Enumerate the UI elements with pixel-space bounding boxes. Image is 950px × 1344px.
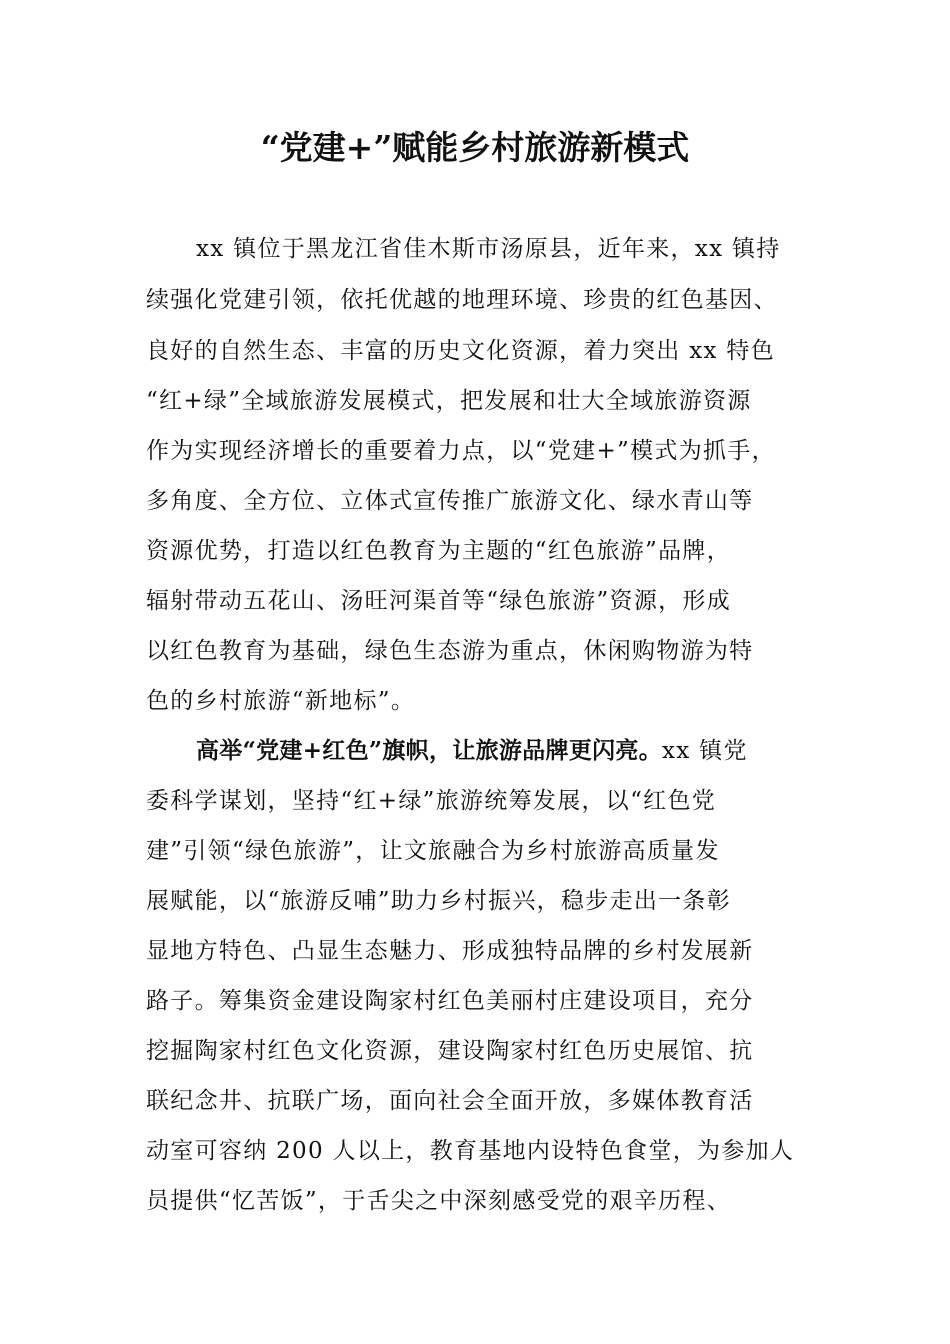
paragraph2-line-7: 挖掘陶家村红色文化资源，建设陶家村红色历史展馆、抗 — [146, 1038, 754, 1064]
paragraph1-line-10: 色的乡村旅游“新地标”。 — [146, 688, 416, 714]
paragraph1-line-2: 续强化党建引领，依托优越的地理环境、珍贵的红色基因、 — [146, 287, 778, 313]
paragraph2-line-5: 显地方特色、凸显生态魅力、形成独特品牌的乡村发展新 — [146, 938, 754, 964]
paragraph2-first-line-rest: xx 镇党 — [662, 738, 748, 764]
paragraph2-line-8: 联纪念井、抗联广场，面向社会全面开放，多媒体教育活 — [146, 1088, 754, 1114]
paragraph2-line-2: 委科学谋划，坚持“红+绿”旅游统筹发展，以“红色党 — [146, 788, 717, 814]
paragraph2-line-9: 动室可容纳 200 人以上，教育基地内设特色食堂，为参加人 — [146, 1138, 795, 1164]
paragraph2-line-4: 展赋能，以“旅游反哺”助力乡村振兴，稳步走出一条彰 — [146, 888, 732, 914]
paragraph1-line-3: 良好的自然生态、丰富的历史文化资源，着力突出 xx 特色 — [146, 338, 775, 364]
paragraph2-line-3: 建”引领“绿色旅游”，让文旅融合为乡村旅游高质量发 — [146, 838, 720, 864]
paragraph1-line-8: 辐射带动五花山、汤旺河渠首等“绿色旅游”资源，形成 — [146, 588, 732, 614]
paragraph1-line-6: 多角度、全方位、立体式宣传推广旅游文化、绿水青山等 — [146, 488, 754, 514]
paragraph1-line-4: “红+绿”全域旅游发展模式，把发展和壮大全域旅游资源 — [146, 388, 752, 414]
paragraph1-line-9: 以红色教育为基础，绿色生态游为重点，休闲购物游为特 — [146, 638, 754, 664]
paragraph1-line-5: 作为实现经济增长的重要着力点，以“党建+”模式为抓手， — [146, 438, 776, 464]
paragraph1-line-7: 资源优势，打造以红色教育为主题的“红色旅游”品牌， — [146, 538, 732, 564]
paragraph2-line-6: 路子。筹集资金建设陶家村红色美丽村庄建设项目，充分 — [146, 988, 754, 1014]
paragraph2-heading: 高举“党建+红色”旗帜，让旅游品牌更闪亮。 — [196, 737, 663, 764]
document-title: “党建+”赋能乡村旅游新模式 — [260, 128, 690, 167]
paragraph2-line-10: 员提供“忆苦饭”，于舌尖之中深刻感受党的艰辛历程、 — [146, 1188, 732, 1214]
paragraph2-line-1 — [196, 736, 748, 766]
paragraph1-line-1: xx 镇位于黑龙江省佳木斯市汤原县，近年来，xx 镇持 — [196, 236, 781, 262]
